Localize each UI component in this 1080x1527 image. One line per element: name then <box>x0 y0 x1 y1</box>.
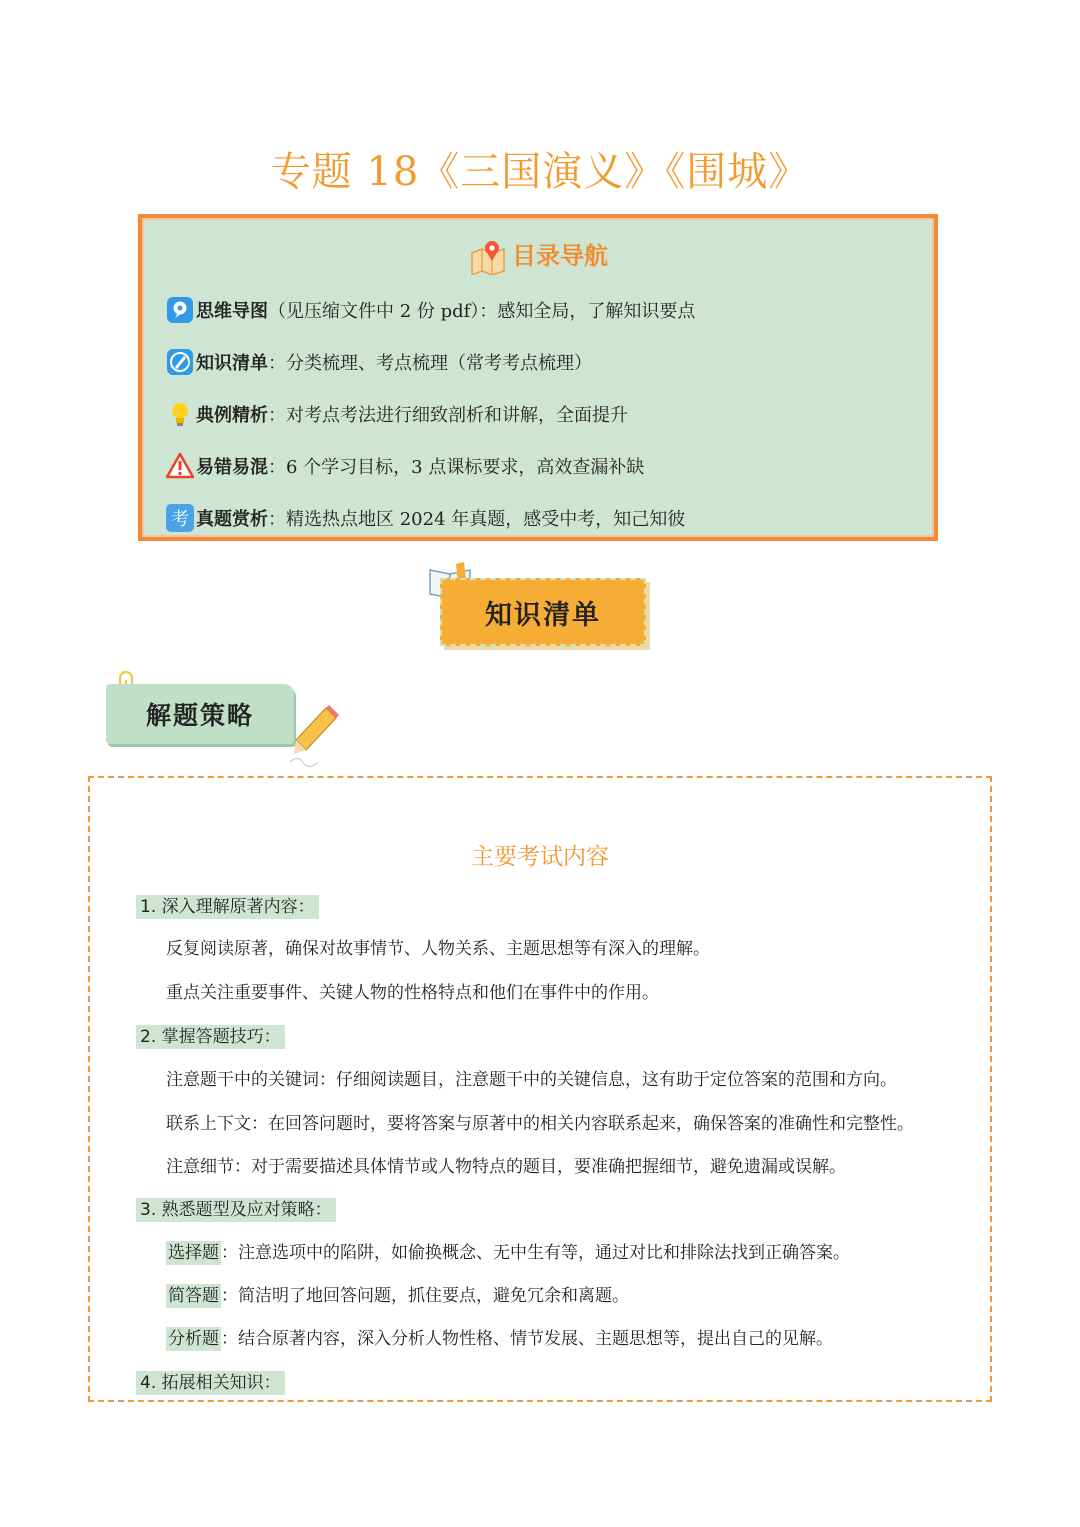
paragraph-line <box>166 1281 629 1306</box>
toc-item-text: ：精选热点地区 2024 年真题，感受中考，知己知彼 <box>268 509 686 530</box>
question-type-label: 选择题 <box>168 1243 219 1263</box>
toc-item-key: 易错易混 <box>196 457 268 478</box>
toc-item-knowledge <box>166 346 592 378</box>
section-heading <box>136 1368 285 1393</box>
question-type-text: ：结合原著内容，深入分析人物性格、情节发展、主题思想等，提出自己的见解。 <box>221 1329 833 1349</box>
knowledge-list-banner <box>426 560 656 650</box>
pencil-icon <box>284 704 344 770</box>
toc-item-key: 典例精析 <box>196 405 268 426</box>
toc-item-real-exams <box>166 502 685 534</box>
section-heading <box>136 1022 285 1047</box>
strategy-section-tab <box>104 674 344 774</box>
paragraph-line: 反复阅读原著，确保对故事情节、人物关系、主题思想等有深入的理解。 <box>166 939 710 959</box>
knowledge-list-tag: 知识清单 <box>440 578 646 646</box>
strategy-tab-label: 解题策略 <box>106 684 294 744</box>
question-type-text: ：简洁明了地回答问题，抓住要点，避免冗余和离题。 <box>221 1286 629 1306</box>
paragraph-line: 重点关注重要事件、关键人物的性格特点和他们在事件中的作用。 <box>166 983 659 1003</box>
toc-item-mistakes <box>166 450 644 482</box>
question-type-label: 分析题 <box>168 1329 219 1349</box>
toc-item-key: 真题赏析 <box>196 509 268 530</box>
page-title: 专题 18《三国演义》《围城》 <box>270 149 810 195</box>
paragraph-line: 注意细节：对于需要描述具体情节或人物特点的题目，要准确把握细节，避免遗漏或误解。 <box>166 1157 846 1177</box>
exam-icon: 考 <box>166 504 194 532</box>
toc-item-text: ：对考点考法进行细致剖析和讲解，全面提升 <box>268 405 628 426</box>
toc-heading-text: 目录导航 <box>512 242 608 270</box>
section-heading <box>136 1195 336 1220</box>
paragraph-line <box>166 1238 850 1263</box>
lightbulb-icon <box>166 400 194 428</box>
question-type-label: 简答题 <box>168 1286 219 1306</box>
paragraph-line: 联系上下文：在回答问题时，要将答案与原著中的相关内容联系起来，确保答案的准确性和完整性。 <box>166 1114 914 1134</box>
content-title: 主要考试内容 <box>471 844 609 870</box>
section-heading-text: 3. 熟悉题型及应对策略： <box>136 1198 336 1222</box>
pencil-icon <box>166 348 194 376</box>
map-pin-icon <box>468 239 508 275</box>
section-heading-text: 1. 深入理解原著内容： <box>136 895 319 919</box>
toc-item-text: （见压缩文件中 2 份 pdf）：感知全局，了解知识要点 <box>268 301 696 322</box>
question-type-text: ：注意选项中的陷阱，如偷换概念、无中生有等，通过对比和排除法找到正确答案。 <box>221 1243 850 1263</box>
section-heading-text: 4. 拓展相关知识： <box>136 1371 285 1395</box>
paragraph-line <box>166 1324 833 1349</box>
warning-icon <box>166 452 194 480</box>
toc-item-key: 思维导图 <box>196 301 268 322</box>
paragraph-line: 注意题干中的关键词：仔细阅读题目，注意题干中的关键信息，这有助于定位答案的范围和方向。 <box>166 1070 897 1090</box>
toc-item-text: ：分类梳理、考点梳理（常考考点梳理） <box>268 353 592 374</box>
section-heading <box>136 892 319 917</box>
toc-navigation-box <box>138 214 938 541</box>
toc-item-examples <box>166 398 628 430</box>
section-heading-text: 2. 掌握答题技巧： <box>136 1025 285 1049</box>
head-bubble-icon <box>166 296 194 324</box>
toc-item-text: ：6 个学习目标，3 点课标要求，高效查漏补缺 <box>268 457 645 478</box>
toc-heading <box>142 236 934 275</box>
main-exam-content-box <box>88 776 992 1402</box>
toc-item-key: 知识清单 <box>196 353 268 374</box>
toc-item-mindmap <box>166 294 695 326</box>
